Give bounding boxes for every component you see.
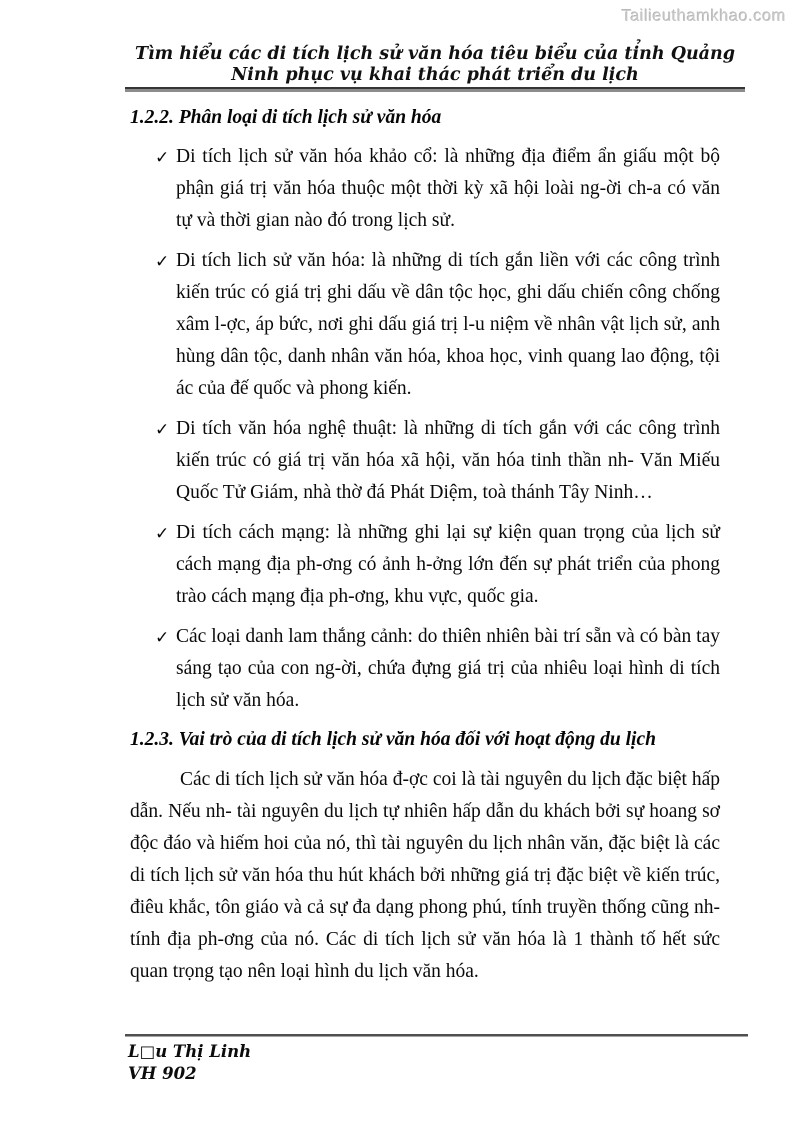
list-item-text: Di tích lịch sử văn hóa khảo cổ: là những địa điểm ẩn giấu một bộ phận giá trị văn hóa thuộc một thời kỳ xã hội loài ng-ời ch-a có văn tự và thời gian nào đó trong lịch sử. [176,146,720,231]
list-item-text: Di tích cách mạng: là những ghi lại sự kiện quan trọng của lịch sử cách mạng địa ph-ơng có ảnh h-ởng lớn đến sự phát triển của phong trào cách mạng địa ph-ơng, khu vực, quốc gia. [176,522,720,607]
section-heading-1-2-2: 1.2.2. Phân loại di tích lịch sử văn hóa [130,107,442,128]
list-item [130,621,720,717]
checkmark-icon: ✓ [155,524,170,544]
footer-author-name: L□u Thị Linh [128,1042,252,1061]
watermark-text: Tailieuthamkhao.com [621,7,786,25]
list-item-text: Các loại danh lam thắng cảnh: do thiên nhiên bài trí sẵn và có bàn tay sáng tạo của con ng-ời, chứa đựng giá trị của nhiêu loại hình di tích lịch sử văn hóa. [176,626,720,711]
list-item-text: Di tích văn hóa nghệ thuật: là những di tích gắn với các công trình kiến trúc có giá trị văn hóa xã hội, văn hóa tinh thần nh- Văn Miếu Quốc Tử Giám, nhà thờ đá Phát Diệm, toà thánh Tây Ninh… [176,418,720,503]
header-rule [125,87,745,92]
list-item [130,413,720,509]
checkmark-icon: ✓ [155,628,170,648]
footer-class-code: VH 902 [128,1064,197,1083]
footer-rule [125,1034,748,1037]
body-paragraph: Các di tích lịch sử văn hóa đ-ợc coi là tài nguyên du lịch đặc biệt hấp dẫn. Nếu nh- tài nguyên du lịch tự nhiên hấp dẫn du khách bởi sự hoang sơ độc đáo và hiếm hoi của nó, thì tài nguyên du lịch nhân văn, đặc biệt là các di tích lịch sử văn hóa thu hút khách bởi những giá trị đặc biệt về kiến trúc, điêu khắc, tôn giáo và cả sự đa dạng phong phú, tính truyền thống cũng nh- tính địa ph-ơng của nó. Các di tích lịch sử văn hóa là 1 thành tố hết sức quan trọng tạo nên loại hình du lịch văn hóa. [130,769,720,982]
document-body [130,103,720,988]
page-footer [128,1041,251,1085]
list-item-text: Di tích lich sử văn hóa: là những di tích gắn liền với các công trình kiến trúc có giá trị ghi dấu về dân tộc học, ghi dấu chiến công chống xâm l-ợc, áp bức, nơi ghi dấu giá trị l-u niệm về nhân vật lịch sử, anh hùng dân tộc, danh nhân văn hóa, khoa học, vinh quang lao động, tội ác của đế quốc và phong kiến. [176,250,720,399]
checkmark-icon: ✓ [155,148,170,168]
checkmark-icon: ✓ [155,420,170,440]
checkmark-icon: ✓ [155,252,170,272]
list-item [130,141,720,237]
list-item [130,245,720,405]
list-item [130,517,720,613]
running-header-title: Tìm hiểu các di tích lịch sử văn hóa tiêu biểu của tỉnh Quảng Ninh phục vụ khai thác phát triển du lịch [135,44,735,85]
section-heading-1-2-3: 1.2.3. Vai trò của di tích lịch sử văn hóa đối với hoạt động du lịch [130,729,656,750]
